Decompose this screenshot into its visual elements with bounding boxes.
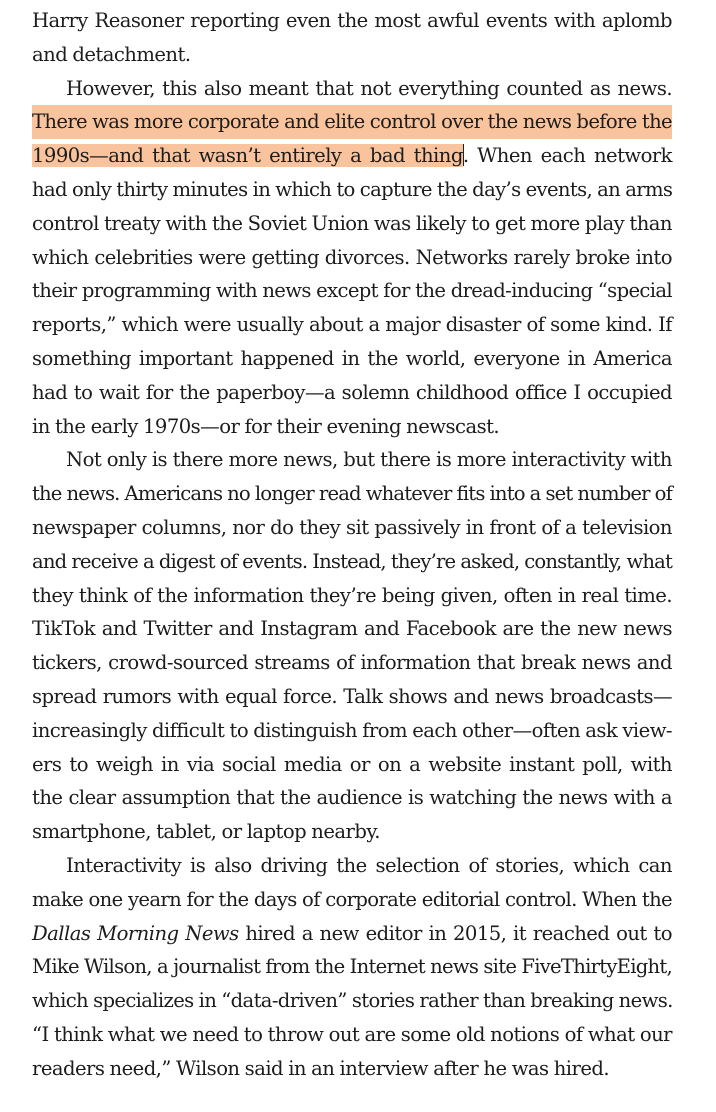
paragraph: [32, 4, 672, 72]
paragraph: [32, 849, 672, 1086]
document-page: [32, 4, 672, 1086]
text-line: [32, 917, 672, 951]
text-line: and receive a digest of events. Instead, they’re asked, constantly, what: [32, 549, 672, 573]
text-line: However, this also meant that not everything counted as news.: [66, 76, 672, 100]
text-line: [32, 139, 672, 173]
text-line: something important happened in the world, everyone in America: [32, 346, 672, 370]
text-line: their programming with news except for the dread-inducing “special: [32, 279, 672, 303]
text-line: Not only is there more news, but there is more interactivity with: [66, 448, 672, 472]
text-line: and detachment.: [32, 42, 191, 66]
paragraph: [32, 72, 672, 444]
text-line: in the early 1970s—or for their evening newscast.: [32, 414, 500, 438]
text-line: which celebrities were getting divorces. Networks rarely broke into: [32, 245, 672, 269]
text-line: make one yearn for the days of corporate editorial control. When the: [32, 887, 672, 911]
newspaper-title: Dallas Morning News: [32, 921, 239, 945]
text-line: TikTok and Twitter and Instagram and Facebook are the new news: [32, 617, 672, 641]
text-line: smartphone, tablet, or laptop nearby.: [32, 820, 380, 844]
text-line: control treaty with the Soviet Union was likely to get more play than: [32, 211, 672, 235]
text-segment: hired a new editor in 2015, it reached out to: [238, 921, 673, 945]
text-line: the news. Americans no longer read whatever fits into a set number of: [32, 482, 672, 506]
text-line: Mike Wilson, a journalist from the Internet news site FiveThirtyEight,: [32, 955, 672, 979]
highlighted-text[interactable]: 1990s—and that wasn’t entirely a bad thing: [32, 144, 463, 168]
text-line: increasingly difficult to distinguish from each other—often ask view-: [32, 718, 672, 742]
text-line: which specializes in “data-driven” stories rather than breaking news.: [32, 989, 673, 1013]
text-line: ers to weigh in via social media or on a website instant poll, with: [32, 752, 672, 776]
text-segment: . When each network: [462, 144, 672, 168]
text-line: Harry Reasoner reporting even the most awful events with aplomb: [32, 9, 672, 32]
text-line: newspaper columns, nor do they sit passively in front of a television: [32, 515, 672, 539]
text-line: spread rumors with equal force. Talk shows and news broadcasts—: [32, 684, 672, 708]
text-line: had only thirty minutes in which to capture the day’s events, an arms: [32, 177, 673, 201]
paragraph: [32, 443, 672, 849]
text-line: reports,” which were usually about a major disaster of some kind. If: [32, 313, 672, 337]
text-line: “I think what we need to throw out are some old notions of what our: [32, 1022, 672, 1046]
text-line: readers need,” Wilson said in an interview after he was hired.: [32, 1056, 610, 1080]
text-line: tickers, crowd-sourced streams of information that break news and: [32, 651, 672, 675]
highlighted-text-line[interactable]: There was more corporate and elite control over the news before the: [32, 105, 672, 139]
text-line: they think of the information they’re being given, often in real time.: [32, 583, 672, 607]
text-line: had to wait for the paperboy—a solemn childhood office I occupied: [32, 380, 672, 404]
text-line: the clear assumption that the audience is watching the news with a: [32, 786, 672, 810]
text-line: Interactivity is also driving the selection of stories, which can: [66, 853, 672, 877]
